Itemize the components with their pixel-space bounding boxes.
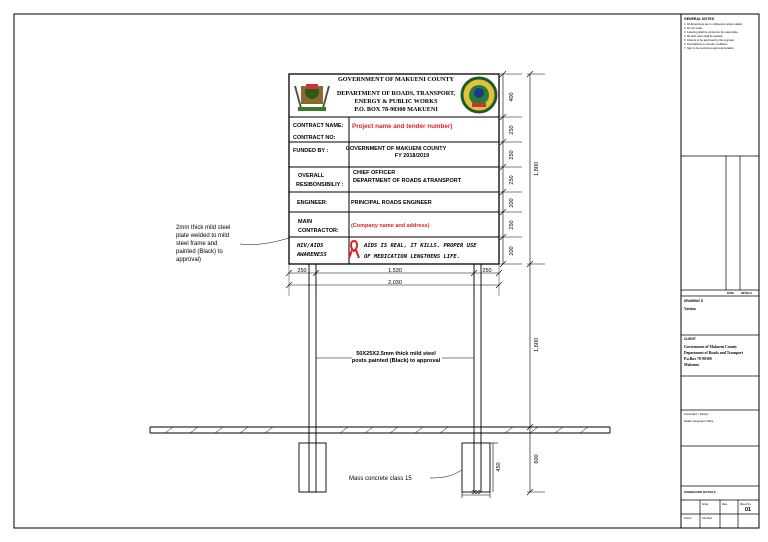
dim-bottom-mid: 1,530 [388, 268, 402, 274]
header-line3: ENERGY & PUBLIC WORKS [354, 98, 438, 105]
post-note [316, 351, 474, 364]
contract-no-label: CONTRACT NO: [293, 135, 336, 141]
svg-text:7. Sign to be erected at appro: 7. Sign to be erected at approved location. [684, 47, 735, 50]
svg-text:1. All dimensions are in milli: 1. All dimensions are in millimetres unless stated. [684, 23, 743, 26]
funded-by-value1: GOVERNMENT OF MAKUENI COUNTY [345, 146, 447, 152]
svg-text:5. Colours to be approved by t: 5. Colours to be approved by the engineer. [684, 39, 735, 42]
svg-text:DATE: DATE [727, 292, 734, 295]
responsibility-label1: OVERALL [298, 173, 325, 179]
plate-note [176, 225, 289, 263]
hiv-label2: AWARENESS [297, 252, 327, 258]
dim-total: 1,800 [534, 162, 540, 176]
engineer-label: ENGINEER: [297, 200, 328, 206]
svg-text:plate welded to mild: plate welded to mild [176, 233, 230, 239]
contract-name-label: CONTRACT NAME: [293, 123, 344, 129]
funded-by-value2: FY 2018/2019 [394, 153, 430, 159]
dim-bottom-left: 250 [297, 268, 307, 274]
concrete-note [349, 470, 462, 482]
header-line4: P.O. BOX 78-90300 MAKUENI [354, 106, 438, 113]
dim-row-4: 250 [509, 175, 515, 185]
contractor-label1: MAIN [298, 219, 313, 225]
dim-row-3: 250 [509, 150, 515, 160]
svg-text:Consultant / Design: Consultant / Design [684, 412, 709, 416]
dim-row-6: 250 [509, 220, 515, 230]
svg-text:Roads / Engineer's Office: Roads / Engineer's Office [684, 420, 714, 423]
responsibility-value2: DEPARTMENT OF ROADS &TRANSPORT [353, 178, 462, 184]
funded-by-label: FUNDED BY : [293, 148, 329, 154]
drawing-value: Various [684, 307, 696, 311]
dim-bottom-right: 250 [482, 268, 492, 274]
drawing-heading: DRAWING S [684, 299, 704, 303]
responsibility-label2: RESIBONSIBILIY : [296, 182, 344, 188]
svg-text:Date: Date [722, 503, 728, 506]
contractor-value: (Company name and address) [351, 223, 430, 229]
svg-text:2. Do not scale.: 2. Do not scale. [684, 27, 703, 30]
svg-text:P.o.Box 78-90300: P.o.Box 78-90300 [684, 357, 712, 361]
hiv-value1: AIDS IS REAL, IT KILLS. PROPER USE [364, 243, 477, 249]
hiv-value2: OF MEDICATION LENGTHENS LIFE. [364, 254, 461, 260]
svg-text:INITIALS: INITIALS [741, 292, 752, 295]
svg-text:50X25X2.5mm thick mild steel: 50X25X2.5mm thick mild steel [356, 351, 436, 357]
svg-text:painted (Black) to: painted (Black) to [176, 249, 223, 255]
svg-text:4. All steel work shall be pai: 4. All steel work shall be painted. [684, 35, 723, 38]
svg-text:Sheet No.: Sheet No. [740, 503, 752, 506]
contract-name-value: Project name and tender number) [352, 123, 453, 130]
svg-text:Makueni.: Makueni. [684, 363, 700, 367]
title-block [681, 156, 759, 528]
responsibility-value1: CHIEF OFFICER [353, 170, 396, 176]
dim-row-1: 400 [509, 92, 515, 102]
engineer-value: PRINCIPAL ROADS ENGINEER [351, 200, 432, 206]
dim-row-2: 250 [509, 125, 515, 135]
dim-post: 1,600 [534, 338, 540, 352]
svg-text:3. Lettering shall be printed: 3. Lettering shall be printed on the steel plate. [684, 31, 739, 34]
client-heading: CLIENT [684, 337, 696, 341]
svg-text:Mass concrete class 15: Mass concrete class 15 [349, 476, 412, 482]
dim-bottom-total: 2,030 [388, 280, 402, 286]
signboard [289, 74, 499, 264]
svg-text:posts painted (Black) to appro: posts painted (Black) to approval [351, 358, 441, 364]
header-line1: GOVERNMENT OF MAKUENI COUNTY [337, 76, 455, 83]
svg-text:Checked: Checked [702, 517, 712, 520]
dim-footing-depth: 450 [496, 462, 502, 472]
svg-text:6. Foundations to suit site co: 6. Foundations to suit site conditions. [684, 43, 729, 46]
svg-text:Government of Makueni County: Government of Makueni County [684, 345, 738, 349]
dim-row-5: 200 [509, 198, 515, 208]
svg-text:Department of Roads and Transp: Department of Roads and Transport [684, 351, 744, 355]
dim-footing-width: 300 [471, 490, 481, 496]
svg-text:2mm thick mild steel: 2mm thick mild steel [176, 225, 231, 231]
notes-heading: GENERAL NOTES [684, 17, 715, 21]
header-line2: DEPARTMENT OF ROADS, TRANSPORT, [336, 90, 456, 97]
contractor-label2: CONTRACTOR: [298, 228, 339, 234]
svg-text:approval): approval) [176, 257, 202, 263]
sheet-number: 01 [744, 507, 752, 513]
svg-text:steel frame and: steel frame and [176, 241, 218, 247]
title-block-text [684, 17, 752, 520]
svg-text:Scale: Scale [702, 503, 709, 506]
support-structure [150, 264, 610, 492]
svg-text:Drawn: Drawn [684, 517, 692, 520]
dim-row-7: 200 [509, 246, 515, 256]
dim-footing: 600 [534, 454, 540, 464]
county-seal-icon [462, 78, 496, 112]
hiv-label1: HIV/AIDS [297, 243, 324, 249]
drawing-title: SIGNBOARD DETAILS [684, 490, 716, 494]
